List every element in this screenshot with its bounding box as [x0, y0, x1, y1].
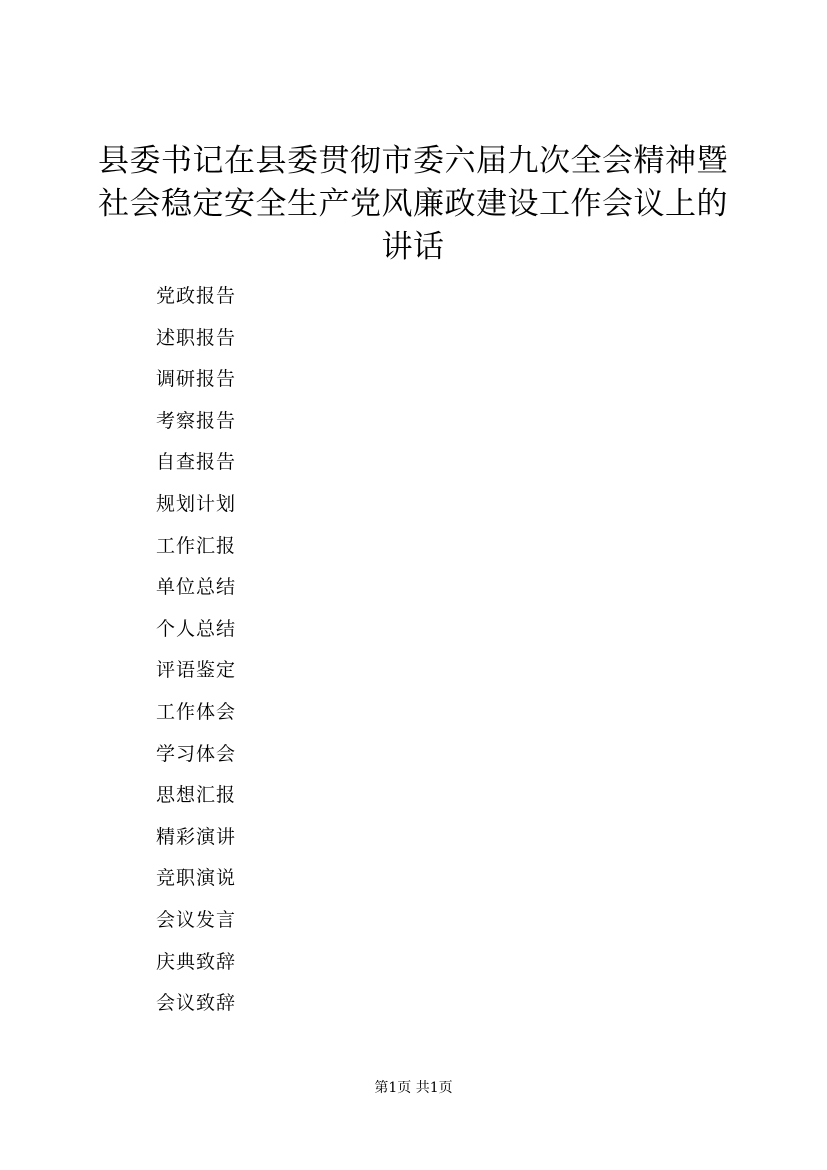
category-item: 思想汇报 — [156, 784, 237, 807]
category-item: 会议致辞 — [156, 992, 237, 1015]
category-item: 调研报告 — [156, 368, 237, 391]
category-item: 述职报告 — [156, 326, 237, 349]
category-item: 精彩演讲 — [156, 825, 237, 848]
category-item: 竞职演说 — [156, 867, 237, 890]
title-line-1: 县委书记在县委贯彻市委六届九次全会精神暨 — [98, 143, 728, 179]
category-item: 工作汇报 — [156, 534, 237, 557]
category-item: 个人总结 — [156, 617, 237, 640]
category-item: 单位总结 — [156, 576, 237, 599]
category-item: 工作体会 — [156, 700, 237, 723]
title-line-3: 讲话 — [381, 229, 445, 265]
category-item: 学习体会 — [156, 742, 237, 765]
category-list — [156, 276, 236, 1025]
category-item: 庆典致辞 — [156, 950, 237, 973]
category-item: 自查报告 — [156, 451, 237, 474]
document-title — [78, 140, 748, 269]
category-item: 党政报告 — [156, 285, 237, 307]
title-line-2: 社会稳定安全生产党风廉政建设工作会议上的 — [98, 186, 728, 222]
category-item: 考察报告 — [156, 409, 237, 432]
page-footer: 第1页 共1页 — [374, 1080, 453, 1096]
category-item: 规划计划 — [156, 492, 237, 515]
category-item: 会议发言 — [156, 908, 237, 931]
category-item: 评语鉴定 — [156, 659, 237, 682]
